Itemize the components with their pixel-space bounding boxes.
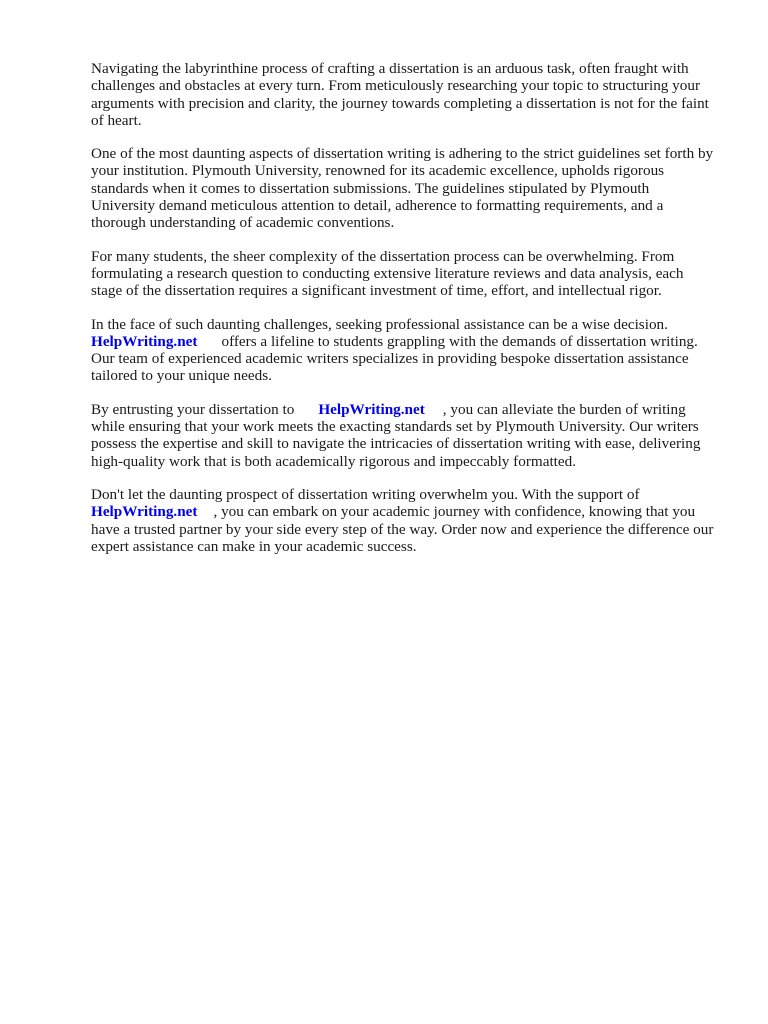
paragraph-2 — [91, 145, 716, 231]
paragraph-6-text-after: , you can embark on your academic journey with confidence, knowing that you have a trusted partner by your side every step of the way. Order now and experience the difference our expert assistance can make in your academic success. — [91, 503, 714, 555]
paragraph-3-text: For many students, the sheer complexity of the dissertation process can be overwhelming. From formulating a research question to conducting extensive literature reviews and data analysis, each stage of the dissertation requires a significant investment of time, effort, and intellectual rigor. — [91, 247, 684, 300]
paragraph-5-text-before: By entrusting your dissertation to — [91, 400, 295, 418]
paragraph-3 — [91, 248, 716, 300]
paragraph-1-text: Navigating the labyrinthine process of crafting a dissertation is an arduous task, often fraught with challenges and obstacles at every turn. From meticulously researching your topic to structuring your arguments with precision and clarity, the journey towards completing a dissertation is not for the faint of heart. — [91, 60, 709, 129]
paragraph-6-text-before: Don't let the daunting prospect of dissertation writing overwhelm you. With the support of — [91, 485, 640, 503]
helpwriting-link-1[interactable]: HelpWriting.net — [91, 332, 198, 350]
paragraph-5-text-after: , you can alleviate the burden of writing while ensuring that your work meets the exacting standards set by Plymouth University. Our writers possess the expertise and skill to navigate the intricacies of dissertation writing with ease, delivering high-quality work that is both academically rigorous and impeccably formatted. — [91, 400, 701, 470]
paragraph-6 — [91, 486, 716, 555]
helpwriting-link-3[interactable]: HelpWriting.net — [91, 503, 198, 521]
helpwriting-link-2[interactable]: HelpWriting.net — [318, 400, 425, 418]
paragraph-4-text-before: In the face of such daunting challenges, seeking professional assistance can be a wise decision. — [91, 315, 668, 333]
paragraph-5 — [91, 401, 716, 470]
paragraph-2-text: One of the most daunting aspects of dissertation writing is adhering to the strict guidelines set forth by your institution. Plymouth University, renowned for its academic excellence, upholds rigorous standards when it comes to dissertation submissions. The guidelines stipulated by Plymouth University demand meticulous attention to detail, adherence to formatting requirements, and a thorough understanding of academic conventions. — [91, 145, 714, 232]
paragraph-4 — [91, 316, 716, 385]
paragraph-4-text-after: offers a lifeline to students grappling with the demands of dissertation writing. Our team of experienced academic writers specializes in providing bespoke dissertation assistance tailored to your unique needs. — [91, 332, 698, 385]
document-body — [91, 60, 716, 571]
paragraph-1 — [91, 60, 716, 129]
